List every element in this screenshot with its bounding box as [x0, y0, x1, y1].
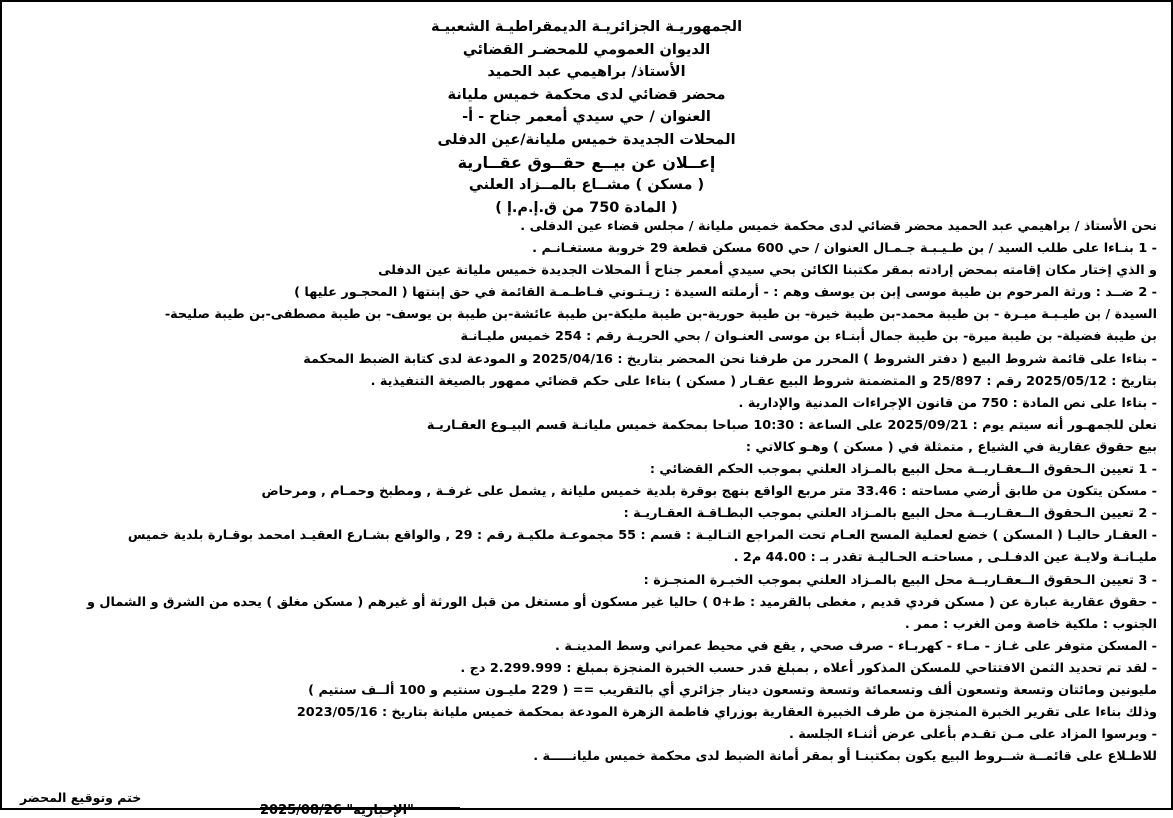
body-line: للاطـلاع على قائمــة شــروط البيع يكون بمكتبنـا أو بمقر أمانة الضبط لدى محكمة خميس مليانـــــة .: [533, 749, 1157, 765]
notice-header: [2, 16, 1171, 219]
notice-body: [20, 216, 1157, 768]
publication-source: "الإخبارية" 2025/08/26: [260, 803, 414, 818]
body-line: - 1 بنـاءا على طلب السيد / بن طـيـبـة جـمـال العنوان / حي 600 مسكن قطعة 29 خروبة مستغـانـم .: [532, 241, 1157, 257]
header-line: محضر قضائي لدى محكمة خميس مليانة: [447, 86, 726, 103]
article-reference: ( المادة 750 من ق.إ.م.إ ): [495, 199, 678, 216]
body-line: مليـانـة ولايـة عين الدفـلـى , مساحتـه الحـاليـة تقدر بـ : 44.00 م2 .: [733, 550, 1157, 566]
body-line: - بناءا على قائمة شروط البيع ( دفتر الشروط ) المحرر من طرفنا نحن المحضر بتاريخ : 2025/04/16 و المودعة لدى كتابة الضبط المحكمة: [303, 351, 1157, 367]
header-line: الأستاذ/ براهيمي عبد الحميد: [487, 64, 686, 81]
header-line: الجمهوريـة الجزائريـة الديمقراطيـة الشعبيـة: [430, 19, 743, 35]
body-line: - 2 ضــد : ورثة المرحوم بن طيبة موسى إبن بن يوسف وهم : - أرملته السيدة : زيـتـوني فـاطـمـة القائمة في حق إبنتها ( المحجـور عليها ): [294, 285, 1157, 301]
body-line: - 1 تعيين الـحقوق الــعقـاريــة محل البيع بالمـزاد العلني بموجب الحكم القضائي :: [649, 462, 1157, 478]
notice-subtitle: ( مسكن ) مشــاع بالمــزاد العلني: [468, 177, 705, 194]
body-line: بتاريخ : 2025/05/12 رقم : 25/897 و المتضمنة شروط البيع عقـار ( مسكن ) بناءا على حكم قضائي ممهور بالصيغة التنفيذية .: [370, 373, 1157, 389]
header-line: الديوان العمومي للمحضـر القضائي: [462, 41, 711, 58]
body-line: بن طيبة فضيلة- بن طيبة ميرة- بن طيبة جمال أبنـاء بن موسى العنـوان / بحي الحريـة رقم : 254 خميس مليـانـة: [460, 329, 1157, 345]
body-line: - 3 تعيين الـحقوق الــعقـاريــة محل البيع بالمـزاد العلني بموجب الخبـرة المنجـزة :: [643, 572, 1157, 588]
body-line: - بناءا على نص المادة : 750 من قانون الإجراءات المدنية والإدارية .: [738, 395, 1157, 411]
body-line: - العقـار حاليـا ( المسكن ) خضع لعملية المسح العـام تحت المراجع التـاليـة : قسم : 55 مجموعـة ملكيـة رقم : 29 , والواقع بشـارع العقيـد امحمد بوقـارة بلدية خميس: [127, 528, 1157, 544]
notice-title: إعــلان عن بيــع حقــوق عقــارية: [457, 152, 716, 172]
body-line: - لقد تم تحديد الثمن الافتتاحي للمسكن المذكور أعلاه , بمبلغ قدر حسب الخبرة المنجزة بمبلغ : 2.299.999 دج .: [460, 660, 1157, 676]
body-line: - حقوق عقارية عبارة عن ( مسكن فردي قديم , مغطى بالقرميد : ط+0 ) حاليا غير مسكون أو مستغل من قبل الورثة أو غيرهم ( مسكن مغلق ) يحده من الشرق و الشمال و: [87, 594, 1157, 610]
body-line: - مسكن يتكون من طابق أرضي مساحته : 33.46 متر مربع الواقع بنهج بوقرة بلدية خميس مليانة , يشمل على غرفـة , ومطبخ وحمـام , ومرحاض: [261, 484, 1157, 500]
header-line: العنوان / حي سيدي أمعمر جناح - أ-: [462, 109, 711, 126]
body-line: و الذي إختار مكان إقامته بمحض إرادته بمقر مكتبنا الكائن بحي سيدي أمعمر جناح أ المحلات الجديدة خميس مليانة عين الدفلى: [378, 263, 1157, 279]
body-line: مليونين ومائتان وتسعة وتسعون ألف وتسعمائة وتسعة وتسعون دينار جزائري أي بالتقريب == ( 229 مليـون سنتيم و 100 ألــف سنتيم ): [308, 682, 1157, 698]
body-line: - المسكن متوفر على غـاز - مـاء - كهربـاء - صرف صحي , يقع في محيط عمراني وسط المدينـة .: [555, 638, 1157, 654]
body-line: وذلك بناءا على تقرير الخبرة المنجزة من طرف الخبيرة العقارية بوزراي فاطمة الزهرة المودعة بمحكمة خميس مليانة بتاريخ : 2023/05/16: [296, 705, 1157, 721]
header-line: المحلات الجديدة خميس مليانة/عين الدفلى: [437, 131, 736, 148]
body-line: - ويرسوا المزاد على مـن تقـدم بأعلى عرض أثنـاء الجلسة .: [788, 727, 1157, 743]
body-line: - 2 تعيين الـحقوق الــعقـاريــة محل البيع بالمـزاد العلني بموجب البطـاقـة العقـاريـة :: [623, 506, 1157, 522]
body-line: نعلن للجمهـور أنه سيتم يوم : 2025/09/21 على الساعة : 10:30 صباحا بمحكمة خميس مليانـة قسم البيـوع العقـاريـة: [426, 417, 1157, 433]
signature-label: ختم وتوقيع المحضر: [20, 790, 142, 805]
body-line: الجنوب : ملكية خاصة ومن الغرب : ممر .: [904, 616, 1157, 632]
body-line: السيدة / بن طيـبـة ميـرة - بن طيبة محمد-بن طيبة خيرة- بن طيبة حورية-بن طيبة مليكة-بن طيبة عائشة-بن طيبة بن يوسف- بن طيبة مصطفى-بن طيبة صليحة-: [164, 307, 1157, 323]
body-line: نحن الأستاذ / براهيمي عبد الحميد محضر قضائي لدى محكمة خميس مليانة / مجلس قضاء عين الدفلى .: [520, 219, 1157, 234]
body-line: بيع حقوق عقارية في الشياع , متمثلة في ( مسكن ) وهـو كالاتي :: [745, 439, 1157, 455]
